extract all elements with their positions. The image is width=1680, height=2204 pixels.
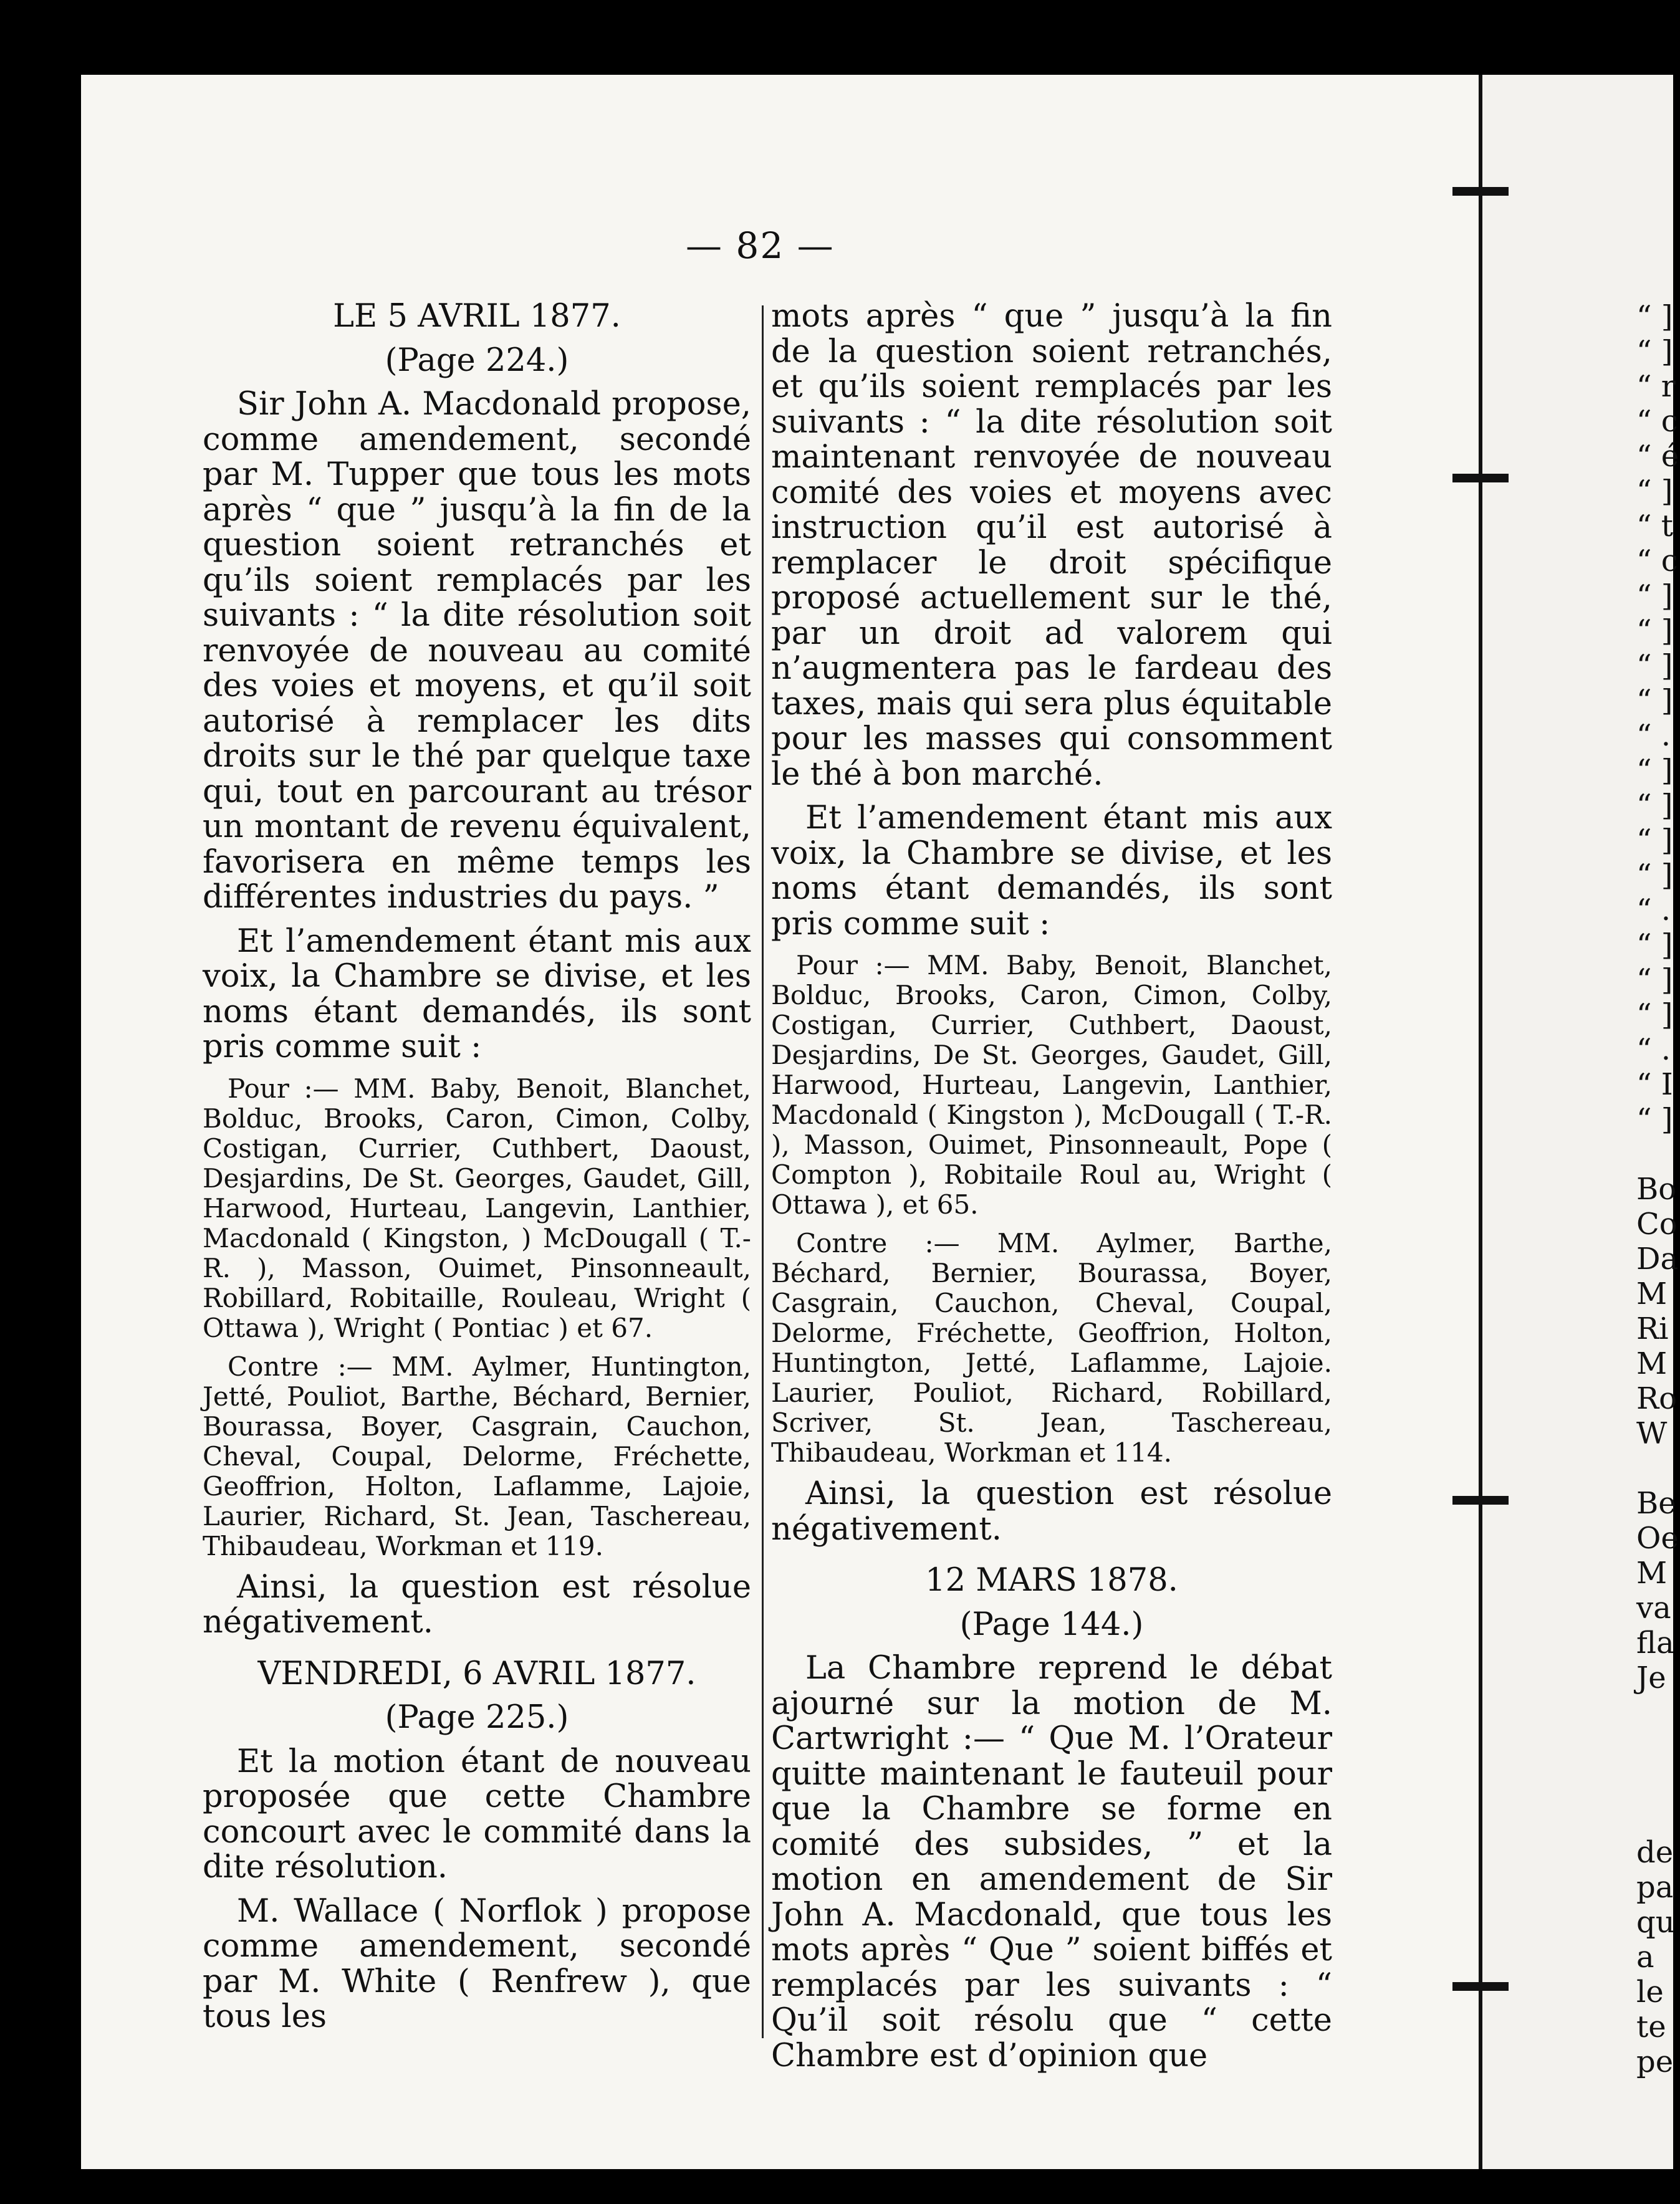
bleed-line: W <box>1636 1416 1668 1451</box>
bleed-line: “ ] <box>1636 753 1673 788</box>
bleed-line: “ ] <box>1636 683 1673 718</box>
bleed-line: “ . <box>1636 893 1671 927</box>
bleed-line: “ ] <box>1636 613 1673 648</box>
bleed-line: va <box>1636 1591 1671 1626</box>
paragraph: Ainsi, la question est résolue négativement. <box>771 1475 1332 1548</box>
bleed-line: “ t <box>1636 509 1674 544</box>
bleed-line <box>1636 1800 1680 1835</box>
bleed-line: “ ] <box>1636 299 1673 334</box>
bleed-line: “ é <box>1636 439 1679 474</box>
bleed-line <box>1636 1695 1680 1730</box>
section-heading: (Page 144.) <box>959 1606 1144 1643</box>
bleed-line: qu <box>1636 1905 1675 1940</box>
bleed-line: “ r <box>1636 369 1676 404</box>
binding-line <box>1479 75 1482 2169</box>
paragraph: Et l’amendement étant mis aux voix, la Chambre se divise, et les noms étant demandés, ils sont pris comme suit : <box>771 800 1332 942</box>
bleed-line: M <box>1636 1277 1668 1311</box>
bleed-line: “ ] <box>1636 788 1673 823</box>
bleed-line: pa <box>1636 1870 1674 1905</box>
paragraph: Et l’amendement étant mis aux voix, la Chambre se divise, et les noms étant demandés, ils sont pris comme suit : <box>203 922 751 1065</box>
bleed-line: pe <box>1636 2044 1674 2079</box>
paragraph: Sir John A. Macdonald propose, comme amendement, secondé par M. Tupper que tous les mots après “ que ” jusqu’à la fin de la question soient retranchés et qu’ils soient remplacés par les suivants : “ la dite résolution soit renvoyée de nouveau au comité des voies et moyens, et qu’il soit autorisé à remplacer les dits droits sur le thé par quelque taxe qui, tout en parcourant au trésor un montant de revenu équivalent, favorisera en même temps les différentes industries du pays. ” <box>203 386 751 916</box>
paragraph: La Chambre reprend le débat ajourné sur la motion de M. Cartwright :— “ Que M. l’Orateur quitte maintenant le fauteuil pour que la Chambre se forme en comité des subsides, ” et la motion en amendement de Sir John A. Macdonald, que tous les mots après “ Que ” soient biffés et remplacés par les suivants : “ Qu’il soit résolu que “ cette Chambre est d’opinion que <box>771 1650 1332 2074</box>
vote-list: Pour :— MM. Baby, Benoit, Blanchet, Bolduc, Brooks, Caron, Cimon, Colby, Costigan, Currier, Cuthbert, Daoust, Desjardins, De St. Georges, Gaudet, Gill, Harwood, Hurteau, Langevin, Lanthier, Macdonald ( Kingston ), McDougall ( T.-R. ), Masson, Ouimet, Pinsonneault, Pope ( Compton ), Robitaile Roul au, Wright ( Ottawa ), et 65. <box>771 950 1332 1220</box>
binding-mark <box>1452 187 1509 196</box>
vote-list: Contre :— MM. Aylmer, Huntington, Jetté, Pouliot, Barthe, Béchard, Bernier, Bourassa, Boyer, Casgrain, Cauchon, Cheval, Coupal, Delorme, Fréchette, Geoffrion, Holton, Laflamme, Lajoie, Laurier, Richard, St. Jean, Taschereau, Thibaudeau, Workman et 119. <box>203 1351 751 1561</box>
bleed-line: “ ] <box>1636 962 1673 997</box>
bleed-line: “ ] <box>1636 648 1673 683</box>
bleed-line: Bo <box>1636 1172 1677 1207</box>
bleed-line: Co <box>1636 1207 1678 1242</box>
bleed-line: Je <box>1636 1660 1666 1695</box>
bleed-line: “ c <box>1636 404 1678 439</box>
bleed-line: “ . <box>1636 718 1671 753</box>
bleed-line: Ro <box>1636 1381 1678 1416</box>
bleed-line: te <box>1636 2010 1666 2044</box>
binding-mark <box>1452 1982 1509 1991</box>
bleed-line: le <box>1636 1975 1664 2010</box>
bleed-line: a <box>1636 1940 1654 1975</box>
section-heading: VENDREDI, 6 AVRIL 1877. <box>257 1655 696 1692</box>
page-number: — 82 — <box>686 224 835 267</box>
vote-list: Pour :— MM. Baby, Benoit, Blanchet, Bolduc, Brooks, Caron, Cimon, Colby, Costigan, Currier, Cuthbert, Daoust, Desjardins, De St. Georges, Gaudet, Gill, Harwood, Hurteau, Langevin, Lanthier, Macdonald ( Kingston, ) McDougall ( T.-R. ), Masson, Ouimet, Pinsonneault, Robillard, Robitaille, Rouleau, Wright ( Ottawa ), Wright ( Pontiac ) et 67. <box>203 1073 751 1343</box>
bleed-line: Ri <box>1636 1311 1669 1346</box>
bleed-line <box>1636 1137 1680 1172</box>
bleed-line: Da <box>1636 1242 1679 1277</box>
bleed-line <box>1636 1765 1680 1800</box>
left-column <box>203 299 751 2035</box>
paragraph: Ainsi, la question est résolue négativement. <box>203 1568 751 1641</box>
section-heading: LE 5 AVRIL 1877. <box>333 298 621 335</box>
bleed-line: “ ] <box>1636 997 1673 1032</box>
bleed-line: fla <box>1636 1626 1674 1660</box>
bleed-line: M <box>1636 1346 1668 1381</box>
bleed-line: “ ] <box>1636 1102 1673 1137</box>
bleed-line: “ ] <box>1636 823 1673 858</box>
section-heading: (Page 224.) <box>385 342 569 379</box>
bleed-line: “ ] <box>1636 858 1673 893</box>
binding-mark <box>1452 474 1509 482</box>
binding-mark <box>1452 1496 1509 1505</box>
section-heading: 12 MARS 1878. <box>925 1562 1178 1599</box>
bleed-line: “ . <box>1636 1032 1671 1067</box>
bleed-line: “ c <box>1636 544 1678 578</box>
bleed-line: “ I <box>1636 1067 1673 1102</box>
bleed-line <box>1636 1730 1680 1765</box>
bleed-line: de <box>1636 1835 1674 1870</box>
bleed-line: Be <box>1636 1486 1676 1521</box>
paragraph-continued: mots après “ que ” jusqu’à la fin de la question soient retranchés, et qu’ils soient remplacés par les suivants : “ la dite résolution soit maintenant renvoyée de nouveau comité des voies et moyens avec instruction qu’il est autorisé à remplacer le droit spécifique proposé actuellement sur le thé, par un droit ad valorem qui n’augmentera pas le fardeau des taxes, mais qui sera plus équitable pour les masses qui consomment le thé à bon marché. <box>771 298 1332 793</box>
bleed-line: Oe <box>1636 1521 1679 1556</box>
section-heading: (Page 225.) <box>385 1699 569 1736</box>
bleed-line: “ ] <box>1636 334 1673 369</box>
column-divider <box>762 305 764 2038</box>
facing-page-bleed-text <box>1636 299 1680 2079</box>
bleed-line: M <box>1636 1556 1668 1591</box>
right-column <box>771 299 1332 2074</box>
paragraph: Et la motion étant de nouveau proposée que cette Chambre concourt avec le commité dans la dite résolution. <box>203 1743 751 1885</box>
bleed-line: “ ] <box>1636 474 1673 509</box>
paragraph: M. Wallace ( Norflok ) propose comme amendement, secondé par M. White ( Renfrew ), que tous les <box>203 1892 751 2035</box>
bleed-line: “ ] <box>1636 578 1673 613</box>
vote-list: Contre :— MM. Aylmer, Barthe, Béchard, Bernier, Bourassa, Boyer, Casgrain, Cauchon, Cheval, Coupal, Delorme, Fréchette, Geoffrion, Holton, Huntington, Jetté, Laflamme, Lajoie. Laurier, Pouliot, Richard, Robillard, Scriver, St. Jean, Taschereau, Thibaudeau, Workman et 114. <box>771 1228 1332 1468</box>
bleed-line: “ ] <box>1636 927 1673 962</box>
bleed-line <box>1636 1451 1680 1486</box>
